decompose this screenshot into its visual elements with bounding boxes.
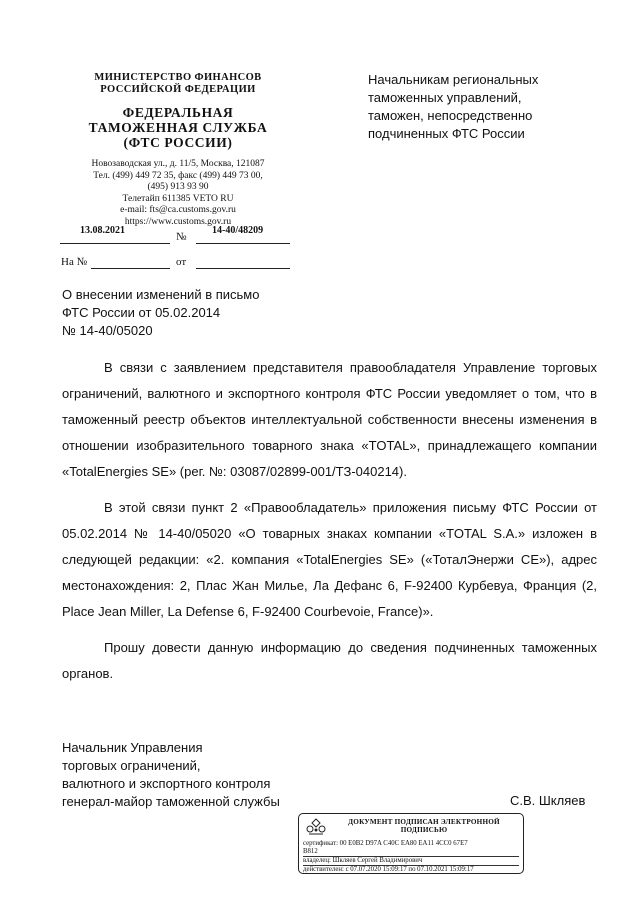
date-underline xyxy=(60,243,170,244)
e-signature-stamp xyxy=(298,813,524,874)
website: https://www.customs.gov.ru xyxy=(124,216,232,227)
signatory-name: С.В. Шкляев xyxy=(510,793,586,808)
service-line-3: (ФТС РОССИИ) xyxy=(123,135,233,150)
ministry-line-2: РОССИЙСКОЙ ФЕДЕРАЦИИ xyxy=(100,84,256,95)
stamp-title-line-2: ПОДПИСЬЮ xyxy=(400,826,448,834)
body-paragraph-1: В связи с заявлением представителя правообладателя Управление торговых ограничений, валютного и экспортного контроля ФТС России уведомляет о том, что в таможенный реестр объектов интеллектуальной собственности внесены изменения в отношении изобразительного товарного знака «TOTAL», принадлежащего компании «TotalEnergies SE» (рег. №: 03087/02899-001/ТЗ-040214). xyxy=(62,360,597,479)
service-line-1: ФЕДЕРАЛЬНАЯ xyxy=(122,105,234,120)
addressee-line-3: таможен, непосредственно xyxy=(368,108,533,123)
letter-body xyxy=(62,355,597,697)
emblem-icon xyxy=(305,818,327,836)
position-line-4: генерал-майор таможенной службы xyxy=(62,794,280,809)
reply-number-underline xyxy=(91,268,170,269)
contacts xyxy=(60,159,296,228)
stamp-certificate-tail: B812 xyxy=(303,848,519,857)
email: e-mail: fts@ca.customs.gov.ru xyxy=(120,205,236,215)
position-line-2: торговых ограничений, xyxy=(62,758,201,773)
subject xyxy=(62,286,259,340)
body-paragraph-2: В этой связи пункт 2 «Правообладатель» приложения письму ФТС России от 05.02.2014 № 14-40/05020 «О товарных знаках компании «TOTAL S.A.» изложен в следующей редакции: «2. компания «TotalEnergies SE» («ТоталЭнержи СЕ»), адрес местонахождения: 2, Плас Жан Милье, Ла Дефанс 6, F-92400 Курбевуа, Франция (2, Place Jean Miller, La Defense 6, F-92400 Courbevoie, France)». xyxy=(62,500,597,619)
service-line-2: ТАМОЖЕННАЯ СЛУЖБА xyxy=(88,120,268,135)
ministry-name xyxy=(60,72,296,96)
reply-to-label: На № xyxy=(61,256,88,268)
stamp-validity: действителен: с 07.07.2020 15:09:17 по 07.10.2021 15:09:17 xyxy=(303,866,474,873)
phone-line-1: Тел. (499) 449 72 35, факс (499) 449 73 00, xyxy=(93,170,263,181)
service-name xyxy=(60,105,296,150)
addressee-line-4: подчиненных ФТС России xyxy=(368,126,525,141)
addressee-line-2: таможенных управлений, xyxy=(368,90,522,105)
subject-line-1: О внесении изменений в письмо xyxy=(62,287,260,302)
address: Новозаводская ул., д. 11/5, Москва, 121087 xyxy=(91,159,265,169)
registration-date: 13.08.2021 xyxy=(80,225,125,236)
from-label: от xyxy=(176,256,187,268)
teletype: Телетайп 611385 VETO RU xyxy=(122,193,234,204)
ministry-line-1: МИНИСТЕРСТВО ФИНАНСОВ xyxy=(94,72,262,83)
position-line-1: Начальник Управления xyxy=(62,740,203,755)
position-line-3: валютного и экспортного контроля xyxy=(62,776,271,791)
signatory-position xyxy=(62,739,280,811)
phone-line-2: (495) 913 93 90 xyxy=(147,182,209,192)
stamp-owner: владелец: Шкляев Сергей Владимирович xyxy=(303,857,519,866)
stamp-certificate: сертификат: 00 E0B2 D97A C40C EA80 EA11 4CC0 67E7 xyxy=(303,840,468,847)
subject-line-2: ФТС России от 05.02.2014 xyxy=(62,305,221,320)
letterhead xyxy=(60,72,296,228)
body-paragraph-3: Прошу довести данную информацию до сведения подчиненных таможенных органов. xyxy=(62,640,597,681)
stamp-title-line-1: ДОКУМЕНТ ПОДПИСАН ЭЛЕКТРОННОЙ xyxy=(348,818,500,826)
addressee xyxy=(368,71,598,143)
reply-date-underline xyxy=(196,268,290,269)
number-sign: № xyxy=(176,231,187,243)
stamp-details xyxy=(303,840,519,874)
number-underline xyxy=(196,243,290,244)
addressee-line-1: Начальникам региональных xyxy=(368,72,539,87)
stamp-title xyxy=(329,818,519,834)
registration-number: 14-40/48209 xyxy=(212,225,264,236)
subject-line-3: № 14-40/05020 xyxy=(62,323,153,338)
